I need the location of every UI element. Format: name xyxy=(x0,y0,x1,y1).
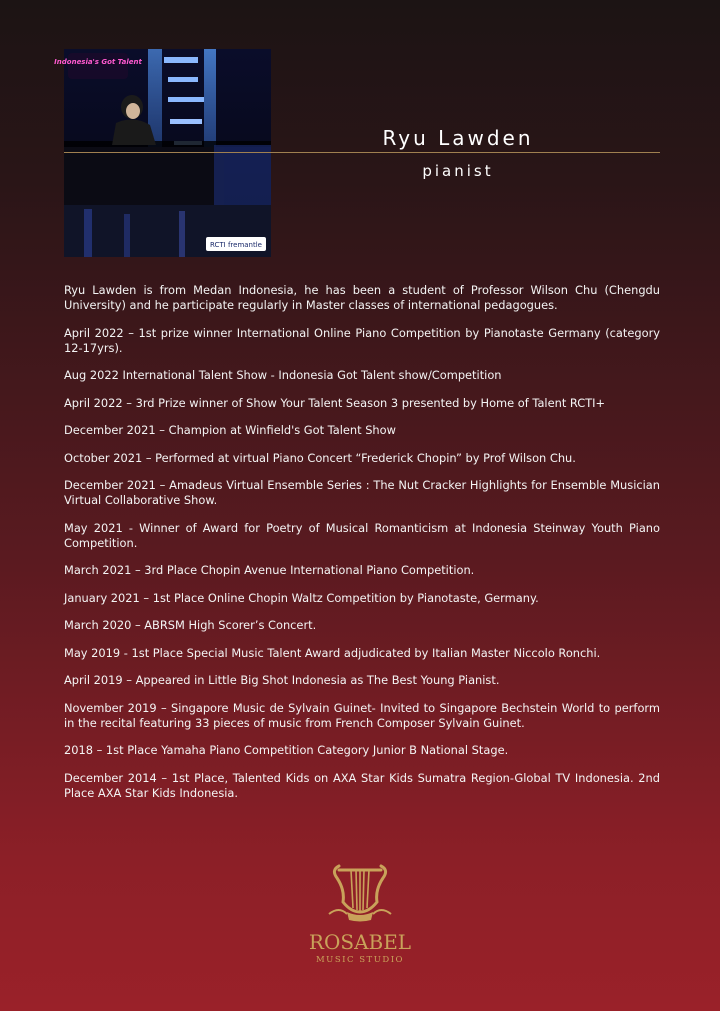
show-badge-text: Indonesia's Got Talent xyxy=(54,58,142,66)
bio-paragraph: January 2021 – 1st Place Online Chopin Waltz Competition by Pianotaste, Germany. xyxy=(64,590,539,605)
studio-logo xyxy=(300,860,420,965)
bio-paragraph: March 2020 – ABRSM High Scorer’s Concert. xyxy=(64,618,317,632)
bio-paragraph: December 2021 – Amadeus Virtual Ensemble Series : The Nut Cracker Highlights for Ensemble Musician Virtual Collaborative Show. xyxy=(64,478,660,507)
bio-paragraph: April 2022 – 3rd Prize winner of Show Your Talent Season 3 presented by Home of Talent RCTI+ xyxy=(64,395,606,410)
bio-paragraph: March 2021 – 3rd Place Chopin Avenue International Piano Competition. xyxy=(64,563,475,577)
bio-paragraph: Aug 2022 International Talent Show - Indonesia Got Talent show/Competition xyxy=(64,368,502,382)
bio-paragraph: December 2014 – 1st Place, Talented Kids on AXA Star Kids Sumatra Region-Global TV Indonesia. 2nd Place AXA Star Kids Indonesia. xyxy=(64,770,660,800)
bio-paragraph: May 2019 - 1st Place Special Music Talent Award adjudicated by Italian Master Niccolo Ronchi. xyxy=(64,645,601,660)
bio-paragraph: October 2021 – Performed at virtual Piano Concert “Frederick Chopin” by Prof Wilson Chu. xyxy=(64,450,576,465)
bio-paragraph: April 2019 – Appeared in Little Big Shot Indonesia as The Best Young Pianist. xyxy=(64,673,500,687)
artist-role: pianist xyxy=(422,162,494,180)
broadcaster-badge-text: RCTI fremantle xyxy=(209,241,263,249)
studio-name: ROSABEL xyxy=(308,930,412,954)
artist-name: Ryu Lawden xyxy=(382,126,534,150)
bio-paragraph: 2018 – 1st Place Yamaha Piano Competition Category Junior B National Stage. xyxy=(64,743,509,757)
bio-paragraph: November 2019 – Singapore Music de Sylvain Guinet- Invited to Singapore Bechstein World to perform in the recital featuring 33 pieces of music from French Composer Sylvain Guinet. xyxy=(64,700,660,730)
header-divider xyxy=(64,152,660,153)
bio-paragraph: April 2022 – 1st prize winner International Online Piano Competition by Pianotaste Germany (category 12-17yrs). xyxy=(64,325,660,355)
biography xyxy=(64,283,660,813)
lyre-icon xyxy=(325,860,395,924)
bio-paragraph: Ryu Lawden is from Medan Indonesia, he has been a student of Professor Wilson Chu (Chengdu University) and he participate regularly in Master classes of international pedagogues. xyxy=(64,283,660,312)
bio-paragraph: May 2021 - Winner of Award for Poetry of Musical Romanticism at Indonesia Steinway Youth Piano Competition. xyxy=(64,520,660,550)
bio-paragraph: December 2021 – Champion at Winfield's Got Talent Show xyxy=(64,423,396,437)
profile-photo xyxy=(54,49,271,257)
studio-subtitle: MUSIC STUDIO xyxy=(315,955,405,965)
